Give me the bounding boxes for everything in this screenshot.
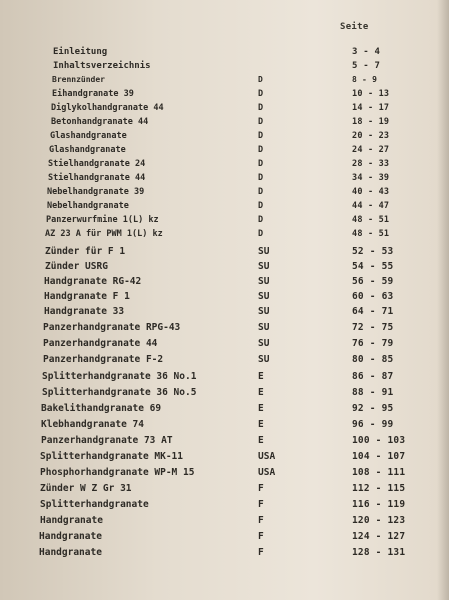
entry-country-code: D [258,89,264,99]
toc-entry [0,419,449,433]
entry-page-range: 52 - 53 [352,246,394,257]
entry-page-range: 8 - 9 [352,75,378,84]
toc-entry [0,291,449,305]
entry-page-range: 120 - 123 [352,515,406,526]
entry-title: Einleitung [53,47,108,57]
entry-country-code: E [258,387,264,398]
entry-page-range: 128 - 131 [352,547,406,558]
toc-entry [0,387,449,401]
entry-page-range: 5 - 7 [352,61,381,71]
toc-entry [0,201,449,215]
entry-title: Glashandgranate [49,145,126,155]
entry-country-code: E [258,371,264,382]
entry-country-code: SU [258,261,270,272]
entry-country-code: D [258,201,264,211]
entry-page-range: 20 - 23 [352,131,390,141]
toc-entry [0,515,449,529]
entry-title: Panzerhandgranate 44 [43,338,158,349]
entry-page-range: 72 - 75 [352,322,394,333]
toc-entry [0,159,449,173]
entry-page-range: 18 - 19 [352,117,390,127]
toc-entry [0,103,449,117]
entry-page-range: 40 - 43 [352,187,390,197]
entry-country-code: SU [258,322,270,333]
toc-entry [0,173,449,187]
toc-entry [0,229,449,243]
entry-title: AZ 23 A für PWM 1(L) kz [45,229,163,239]
toc-entry [0,89,449,103]
entry-title: Handgranate F 1 [44,291,130,302]
entry-title: Handgranate [39,531,102,542]
entry-country-code: F [258,515,264,526]
entry-country-code: D [258,103,264,113]
entry-country-code: D [258,131,264,141]
toc-entry [0,131,449,145]
entry-country-code: SU [258,276,270,287]
entry-page-range: 54 - 55 [352,261,394,272]
entry-title: Panzerwurfmine 1(L) kz [46,215,159,225]
entry-title: Betonhandgranate 44 [51,117,149,127]
toc-entry [0,483,449,497]
entry-page-range: 80 - 85 [352,354,394,365]
entry-title: Splitterhandgranate MK-11 [40,451,183,462]
toc-entry [0,467,449,481]
entry-title: Panzerhandgranate 73 AT [41,435,173,446]
entry-country-code: SU [258,246,270,257]
entry-page-range: 86 - 87 [352,371,394,382]
entry-title: Panzerhandgranate RPG-43 [43,322,181,333]
entry-page-range: 48 - 51 [352,229,390,239]
entry-title: Handgranate RG-42 [44,276,142,287]
entry-page-range: 100 - 103 [352,435,406,446]
entry-title: Splitterhandgranate [40,499,149,510]
entry-country-code: D [258,173,264,183]
toc-entry [0,187,449,201]
entry-country-code: D [258,75,263,84]
entry-country-code: SU [258,338,270,349]
entry-page-range: 112 - 115 [352,483,406,494]
page-column-header: Seite [340,22,369,32]
entry-page-range: 24 - 27 [352,145,390,155]
entry-country-code: D [258,145,264,155]
entry-title: Splitterhandgranate 36 No.1 [42,371,197,382]
entry-country-code: F [258,499,264,510]
entry-title: Phosphorhandgranate WP-M 15 [40,467,195,478]
entry-page-range: 96 - 99 [352,419,394,430]
entry-title: Stielhandgranate 24 [48,159,146,169]
entry-country-code: D [258,117,264,127]
entry-page-range: 104 - 107 [352,451,406,462]
toc-entry [0,354,449,368]
toc-entry [0,435,449,449]
entry-country-code: SU [258,354,270,365]
toc-entry [0,47,449,61]
toc-entry [0,451,449,465]
toc-entry [0,338,449,352]
entry-title: Zünder USRG [45,261,108,272]
entry-page-range: 14 - 17 [352,103,390,113]
entry-title: Zünder für F 1 [45,246,126,257]
entry-page-range: 44 - 47 [352,201,390,211]
entry-country-code: SU [258,306,270,317]
entry-title: Inhaltsverzeichnis [53,61,151,71]
toc-entry [0,276,449,290]
toc-entry [0,322,449,336]
entry-page-range: 64 - 71 [352,306,394,317]
entry-title: Stielhandgranate 44 [48,173,146,183]
toc-entry [0,547,449,561]
entry-country-code: D [258,159,264,169]
entry-country-code: D [258,215,264,225]
entry-country-code: USA [258,467,276,478]
entry-country-code: USA [258,451,276,462]
entry-country-code: SU [258,291,270,302]
toc-entry [0,215,449,229]
entry-title: Zünder W Z Gr 31 [40,483,132,494]
entry-country-code: D [258,229,264,239]
entry-page-range: 60 - 63 [352,291,394,302]
entry-page-range: 10 - 13 [352,89,390,99]
toc-entry [0,403,449,417]
entry-page-range: 92 - 95 [352,403,394,414]
toc-entry [0,261,449,275]
entry-page-range: 3 - 4 [352,47,381,57]
entry-title: Klebhandgranate 74 [41,419,144,430]
toc-entry [0,117,449,131]
entry-country-code: F [258,547,264,558]
entry-page-range: 124 - 127 [352,531,406,542]
entry-page-range: 28 - 33 [352,159,390,169]
entry-title: Handgranate [40,515,103,526]
toc-entry [0,499,449,513]
toc-entry [0,306,449,320]
entry-page-range: 56 - 59 [352,276,394,287]
entry-country-code: D [258,187,264,197]
entry-page-range: 76 - 79 [352,338,394,349]
entry-page-range: 88 - 91 [352,387,394,398]
entry-page-range: 48 - 51 [352,215,390,225]
toc-entry [0,145,449,159]
toc-entry [0,371,449,385]
entry-title: Brennzünder [52,75,105,84]
entry-title: Handgranate 33 [44,306,125,317]
entry-page-range: 34 - 39 [352,173,390,183]
entry-country-code: F [258,531,264,542]
entry-country-code: E [258,419,264,430]
entry-title: Diglykolhandgranate 44 [51,103,164,113]
entry-title: Handgranate [39,547,102,558]
entry-country-code: E [258,403,264,414]
entry-country-code: E [258,435,264,446]
toc-entry [0,61,449,75]
entry-page-range: 108 - 111 [352,467,406,478]
entry-title: Nebelhandgranate 39 [47,187,145,197]
entry-title: Splitterhandgranate 36 No.5 [42,387,197,398]
toc-entry [0,531,449,545]
entry-country-code: F [258,483,264,494]
toc-entry [0,246,449,260]
entry-title: Nebelhandgranate [47,201,129,211]
entry-title: Panzerhandgranate F-2 [43,354,164,365]
toc-entry [0,75,449,89]
entry-title: Bakelithandgranate 69 [41,403,162,414]
entry-title: Glashandgranate [50,131,127,141]
entry-title: Eihandgranate 39 [52,89,134,99]
entry-page-range: 116 - 119 [352,499,406,510]
